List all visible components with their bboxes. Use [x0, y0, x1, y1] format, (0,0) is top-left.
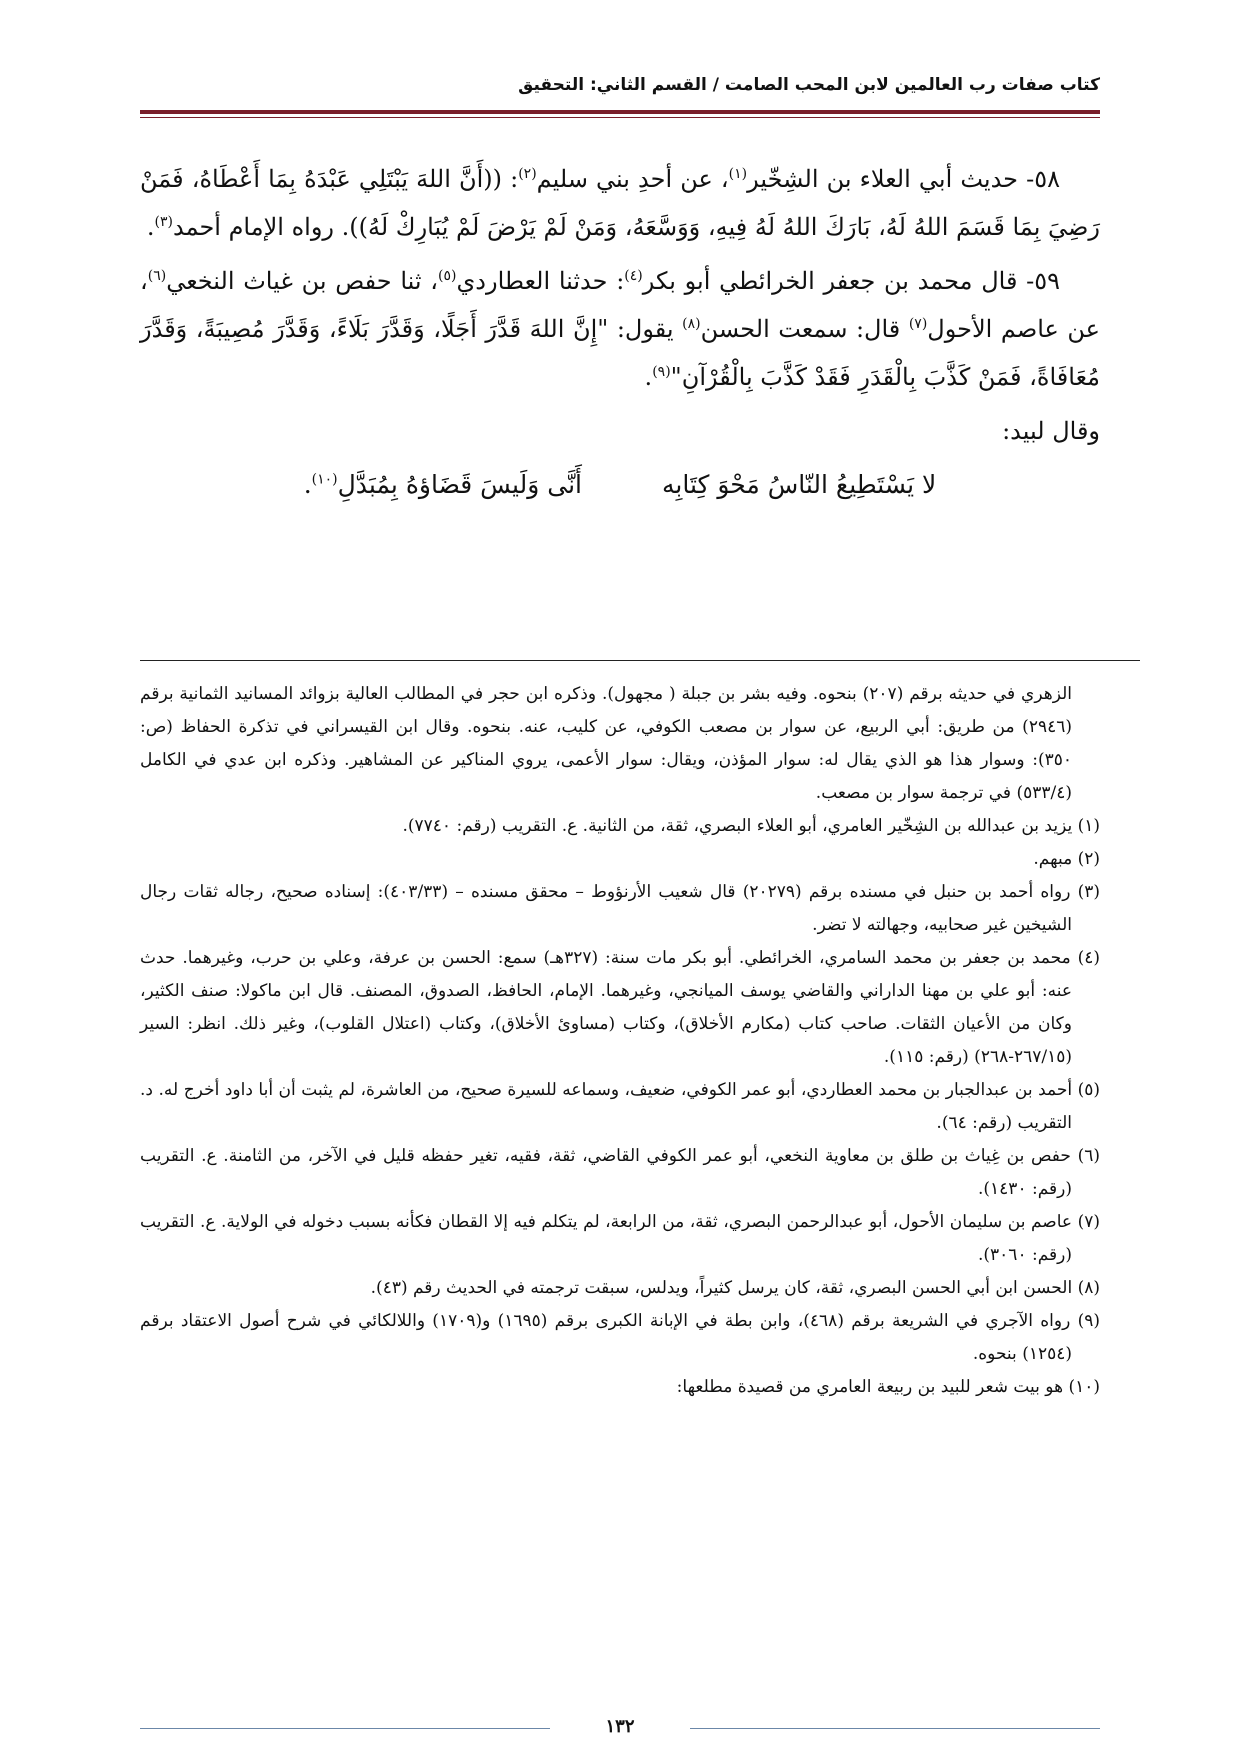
hadith-58-quote: : ((أَنَّ اللهَ يَبْتَلِي عَبْدَهُ بِمَا أَعْطَاهُ، فَمَنْ رَضِيَ بِمَا قَسَمَ اللهُ لَهُ، بَارَكَ اللهُ لَهُ فِيهِ، وَوَسَّعَهُ، وَمَنْ لَمْ يَرْضَ لَمْ يُبَارِكْ لَهُ)). رواه الإمام أحمد — [140, 165, 1100, 241]
verse-hemistich-2: أَنَّى وَلَيسَ قَضَاؤهُ بِمُبَدَّلِ — [337, 470, 582, 499]
page-number: ١٣٢ — [605, 1716, 635, 1737]
footnote-ref-4[interactable]: (٤) — [624, 268, 643, 284]
footnote-ref-6[interactable]: (٦) — [147, 268, 167, 284]
running-header: كتاب صفات رب العالمين لابن المحب الصامت / القسم الثاني: التحقيق — [518, 75, 1100, 95]
header-rule-thin — [140, 117, 1100, 118]
footnote-6: (٦) حفص بن غِياث بن طلق بن معاوية النخعي، أبو عمر الكوفي القاضي، ثقة، فقيه، تغير حفظه قليل في الآخر، من الثامنة. ع. التقريب (رقم: ١٤٣٠). — [140, 1146, 1100, 1199]
footnote-continuation: الزهري في حديثه برقم (٢٠٧) بنحوه. وفيه بشر بن جبلة ( مجهول). وذكره ابن حجر في المطالب العالية بزوائد المسانيد الثمانية برقم (٢٩٤٦) من طريق: أبي الربيع، عن سوار بن مصعب الكوفي، عن كليب، عنه. بنحوه. وقال ابن القيسراني في تذكرة الحفاظ (ص: ٣٥٠): وسوار هذا هو الذي يقال له: سوار المؤذن، ويقال: سوار الأعمى، يروي المناكير عن المشاهير. وذكره ابن عدي في الكامل (٥٣٣/٤) في ترجمة سوار بن مصعب. — [140, 684, 1072, 803]
footnote-ref-7[interactable]: (٧) — [908, 316, 928, 332]
hadith-59-text: ، عن عاصم الأحول — [140, 267, 1100, 343]
footnote-ref-1[interactable]: (١) — [728, 166, 748, 182]
hadith-59-quote: يقول: "إِنَّ اللهَ قَدَّرَ أَجَلًا، وَقَدَّرَ بَلَاءً، وَقَدَّرَ مُصِيبَةً، وَقَدَّرَ مُعَافَاةً، فَمَنْ كَذَّبَ بِالْقَدَرِ فَقَدْ كَذَّبَ بِالْقُرْآنِ" — [140, 315, 1100, 391]
footnote-9: (٩) رواه الآجري في الشريعة برقم (٤٦٨)، وابن بطة في الإبانة الكبرى برقم (١٦٩٥) و(١٧٠٩) واللالكائي في شرح أصول الاعتقاد برقم (١٢٥٤) بنحوه. — [140, 1311, 1100, 1364]
hadith-58-text: ٥٨- حديث أبي العلاء بن الشِخّير — [747, 165, 1060, 193]
footnote-2: (٢) مبهم. — [1033, 849, 1100, 869]
verse-hemistich-2-wrap — [304, 461, 582, 509]
hadith-58-text: . — [146, 213, 155, 241]
footnote-ref-9[interactable]: (٩) — [652, 364, 671, 380]
hadith-59-text: . — [644, 363, 653, 391]
footnote-8: (٨) الحسن ابن أبي الحسن البصري، ثقة، كان يرسل كثيراً، ويدلس، سبقت ترجمته في الحديث رقم (٤٣). — [370, 1278, 1100, 1298]
footer-rule-right — [690, 1728, 1100, 1729]
verse-end: . — [303, 470, 312, 499]
footnote-3: (٣) رواه أحمد بن حنبل في مسنده برقم (٢٠٢٧٩) قال شعيب الأرنؤوط – محقق مسنده – (٤٠٣/٣٣): إسناده صحيح، رجاله ثقات رجال الشيخين غير صحابيه، وجهالته لا تضر. — [140, 882, 1101, 935]
footer-rule-left — [140, 1728, 550, 1729]
footnote-ref-3[interactable]: (٣) — [154, 214, 173, 230]
footnote-ref-8[interactable]: (٨) — [682, 316, 701, 332]
hadith-59-text: ، ثنا حفص بن غياث النخعي — [166, 267, 439, 295]
hadith-58 — [140, 155, 1100, 251]
footnotes — [140, 678, 1100, 1404]
main-text — [140, 155, 1100, 509]
footnote-4: (٤) محمد بن جعفر بن محمد السامري، الخرائطي. أبو بكر مات سنة: (٣٢٧هـ) سمع: الحسن بن عرفة، وعلي بن حرب، وغيرهما. حدث عنه: أبو علي بن مهنا الداراني والقاضي يوسف الميانجي، وغيرهما. الإمام، الحافظ، الصدوق، المصنف. قال ابن ماكولا: صنف الكثير، وكان من الأعيان الثقات. صاحب كتاب (مكارم الأخلاق)، وكتاب (مساوئ الأخلاق)، وكتاب (اعتلال القلوب)، وغير ذلك. انظر: السير (٢٦٧/١٥-٢٦٨) (رقم: ١١٥). — [140, 948, 1101, 1067]
hadith-59 — [140, 257, 1100, 401]
footnote-separator — [140, 660, 1140, 661]
footnote-7: (٧) عاصم بن سليمان الأحول، أبو عبدالرحمن البصري، ثقة، من الرابعة، لم يتكلم فيه إلا القطان فكأنه بسبب دخوله في الولاية. ع. التقريب (رقم: ٣٠٦٠). — [140, 1212, 1100, 1265]
header-rule — [140, 110, 1100, 114]
footnote-ref-10[interactable]: (١٠) — [311, 471, 338, 488]
footnote-10: (١٠) هو بيت شعر للبيد بن ربيعة العامري من قصيدة مطلعها: — [676, 1377, 1100, 1397]
hadith-59-text: قال: سمعت الحسن — [700, 315, 909, 343]
footnote-ref-2[interactable]: (٢) — [518, 166, 537, 182]
verse-intro: وقال لبيد: — [1002, 417, 1100, 445]
hadith-59-text: : حدثنا العطاردي — [456, 267, 625, 295]
footnote-5: (٥) أحمد بن عبدالجبار بن محمد العطاردي، أبو عمر الكوفي، ضعيف، وسماعه للسيرة صحيح، من العاشرة، لم يثبت أن أبا داود أخرج له. د. التقريب (رقم: ٦٤). — [140, 1080, 1100, 1133]
footnote-1: (١) يزيد بن عبدالله بن الشِخّير العامري، أبو العلاء البصري، ثقة، من الثانية. ع. التقريب (رقم: ٧٧٤٠). — [402, 816, 1100, 836]
verse-hemistich-1: لا يَسْتَطِيعُ النّاسُ مَحْوَ كِتَابِه — [661, 470, 937, 499]
footnote-ref-5[interactable]: (٥) — [438, 268, 457, 284]
hadith-58-text: ، عن أحدِ بني سليم — [536, 165, 729, 193]
hadith-59-text: ٥٩- قال محمد بن جعفر الخرائطي أبو بكر — [642, 267, 1060, 295]
poetry-verse — [140, 461, 1100, 509]
